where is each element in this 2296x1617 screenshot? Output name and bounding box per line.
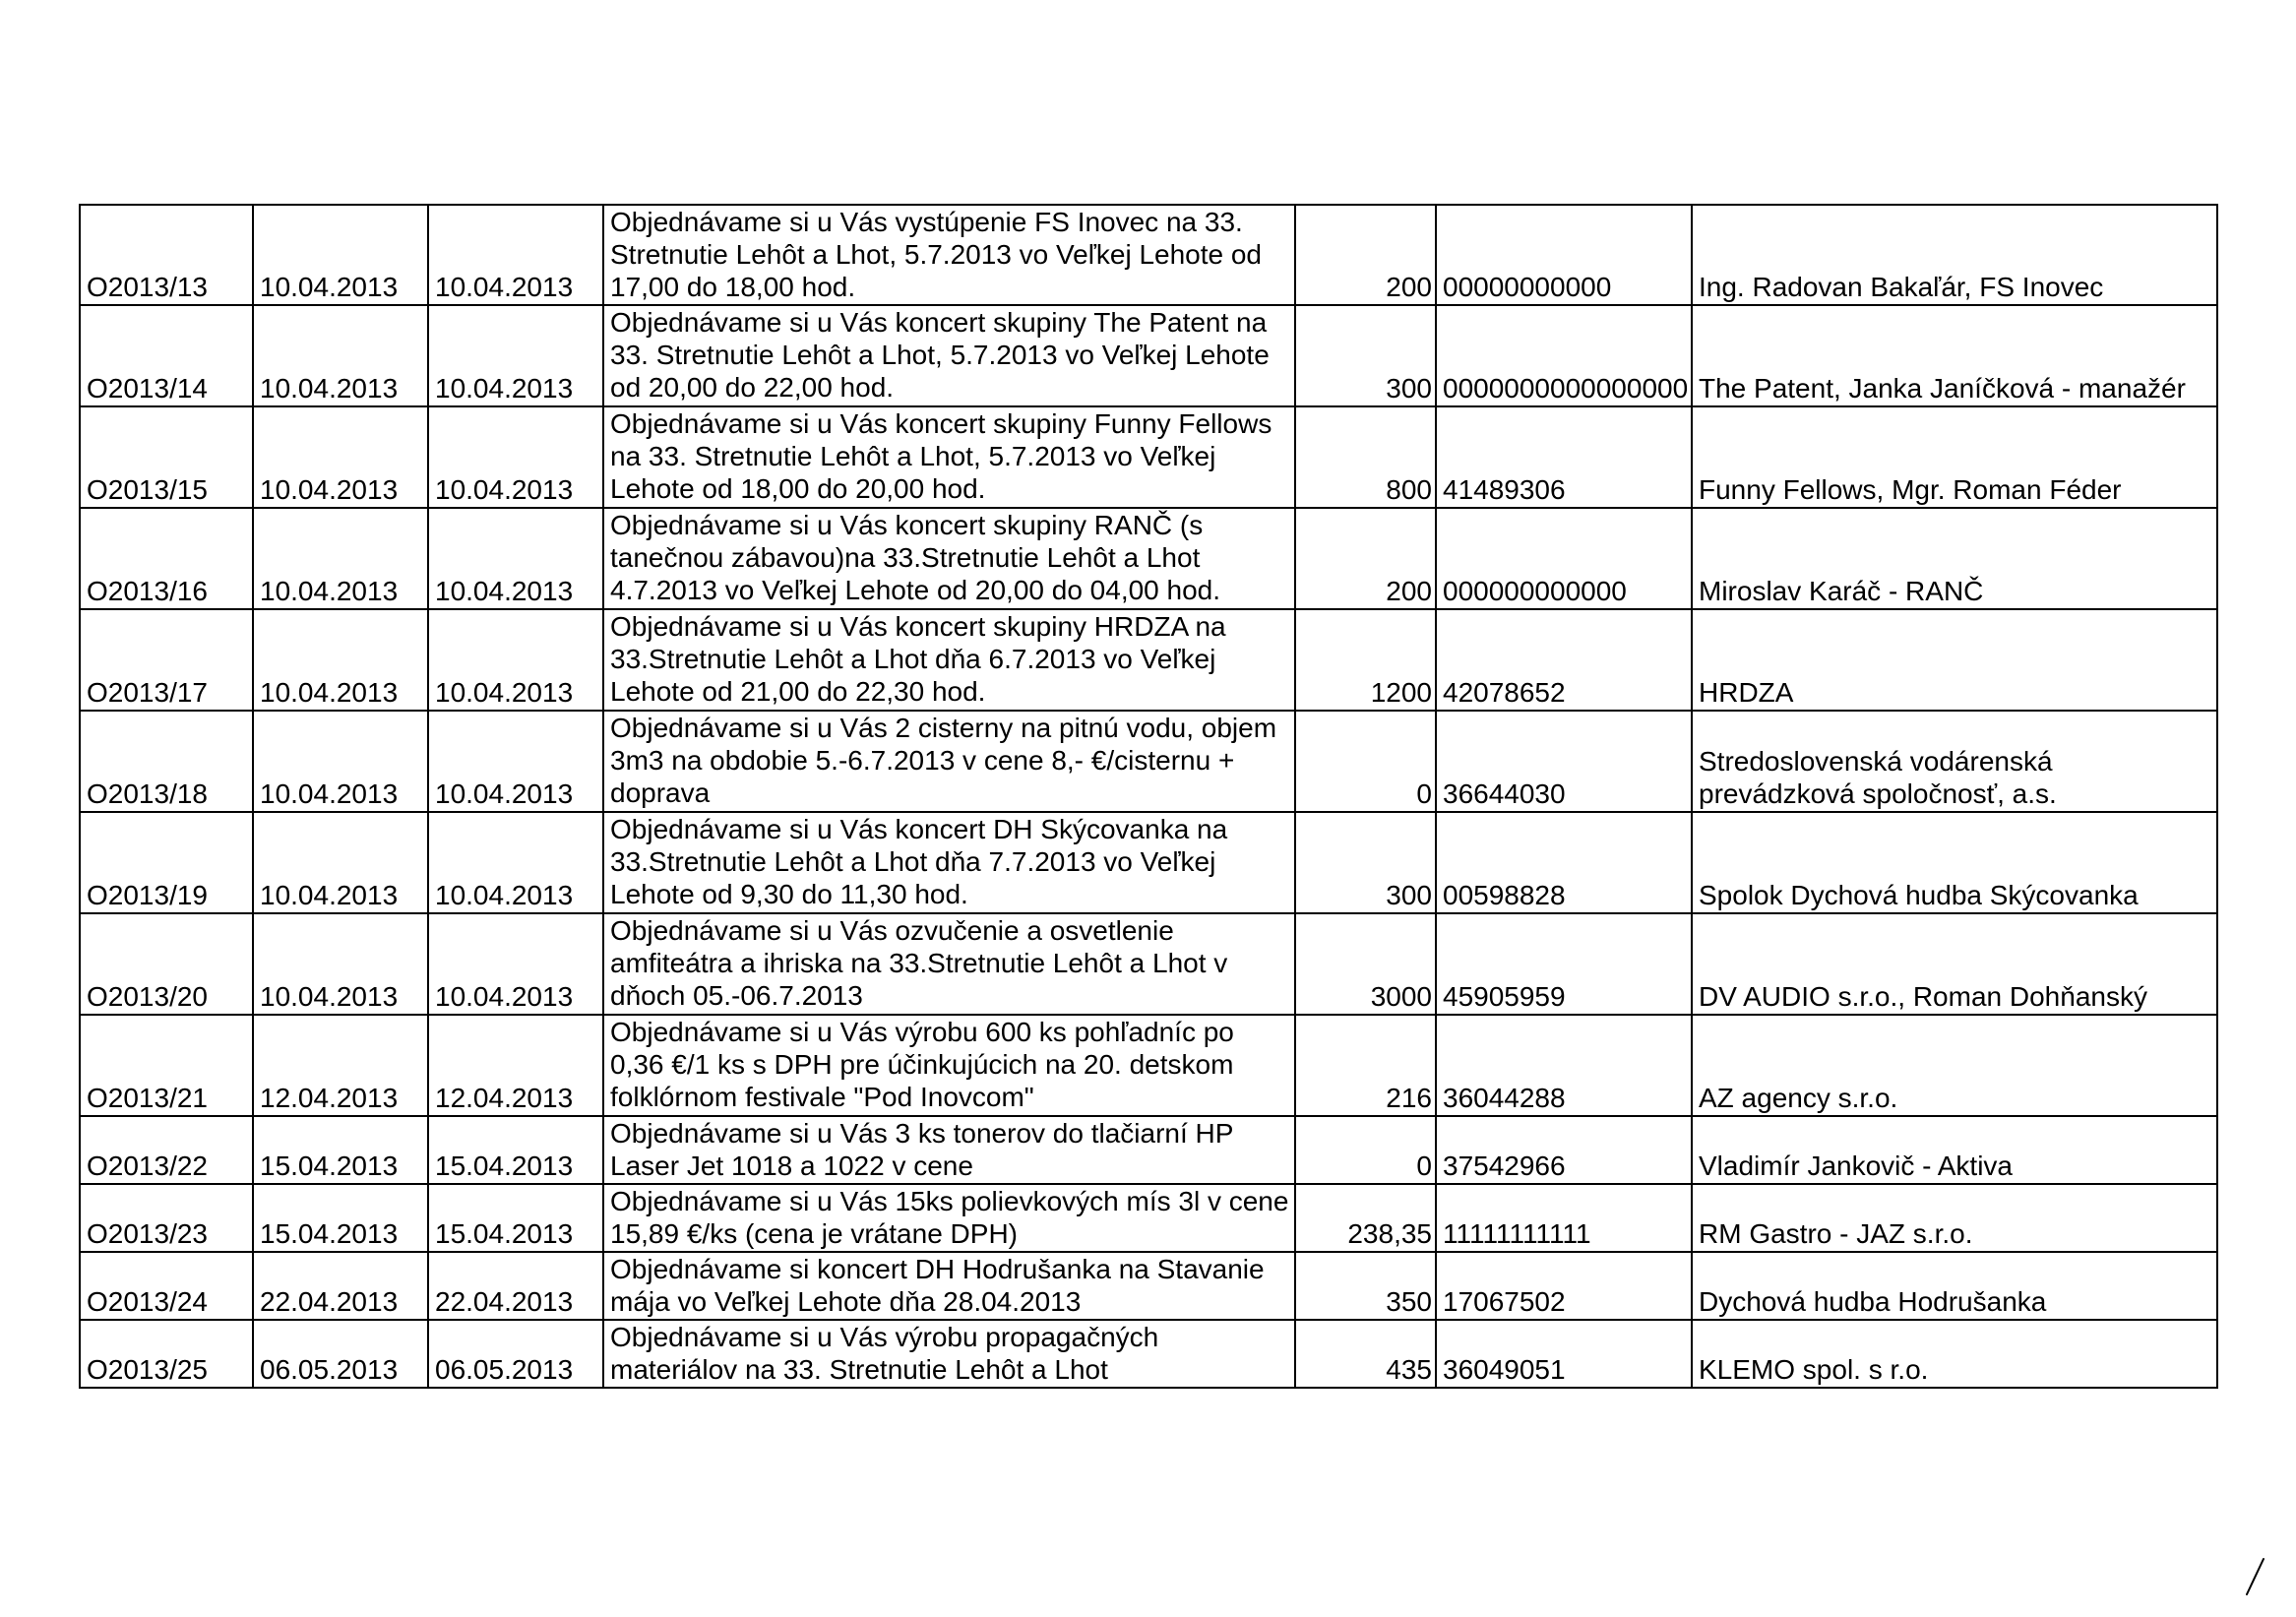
order-amount: 300 — [1295, 812, 1436, 913]
order-date: 15.04.2013 — [253, 1116, 428, 1184]
table-row — [80, 1116, 2217, 1184]
supplier-name: Spolok Dychová hudba Skýcovanka — [1692, 812, 2217, 913]
order-description: Objednávame si u Vás koncert DH Skýcovanka na 33.Stretnutie Lehôt a Lhot dňa 7.7.2013 vo Veľkej Lehote od 9,30 do 11,30 hod. — [603, 812, 1295, 913]
order-number: O2013/18 — [80, 711, 253, 812]
order-amount: 0 — [1295, 711, 1436, 812]
order-description: Objednávame si u Vás koncert skupiny RANČ (s tanečnou zábavou)na 33.Stretnutie Lehôt a Lhot 4.7.2013 vo Veľkej Lehote od 20,00 do 04,00 hod. — [603, 508, 1295, 609]
order-amount: 200 — [1295, 205, 1436, 305]
order-number: O2013/17 — [80, 609, 253, 711]
order-number: O2013/20 — [80, 913, 253, 1015]
supplier-name: Dychová hudba Hodrušanka — [1692, 1252, 2217, 1320]
order-amount: 216 — [1295, 1015, 1436, 1116]
supplier-ico: 000000000000 — [1436, 508, 1692, 609]
order-number: O2013/16 — [80, 508, 253, 609]
order-description: Objednávame si koncert DH Hodrušanka na Stavanie mája vo Veľkej Lehote dňa 28.04.2013 — [603, 1252, 1295, 1320]
delivery-date: 10.04.2013 — [428, 609, 603, 711]
order-description: Objednávame si u Vás ozvučenie a osvetlenie amfiteátra a ihriska na 33.Stretnutie Lehôt a Lhot v dňoch 05.-06.7.2013 — [603, 913, 1295, 1015]
order-number: O2013/14 — [80, 305, 253, 406]
supplier-ico: 41489306 — [1436, 406, 1692, 508]
order-amount: 238,35 — [1295, 1184, 1436, 1252]
supplier-name: AZ agency s.r.o. — [1692, 1015, 2217, 1116]
order-date: 06.05.2013 — [253, 1320, 428, 1388]
orders-table — [79, 204, 2218, 1389]
order-date: 10.04.2013 — [253, 711, 428, 812]
order-date: 10.04.2013 — [253, 609, 428, 711]
order-number: O2013/13 — [80, 205, 253, 305]
table-row — [80, 508, 2217, 609]
supplier-name: Funny Fellows, Mgr. Roman Féder — [1692, 406, 2217, 508]
table-row — [80, 1015, 2217, 1116]
table-row — [80, 1252, 2217, 1320]
order-date: 22.04.2013 — [253, 1252, 428, 1320]
order-date: 10.04.2013 — [253, 508, 428, 609]
supplier-ico: 0000000000000000 — [1436, 305, 1692, 406]
delivery-date: 10.04.2013 — [428, 711, 603, 812]
delivery-date: 22.04.2013 — [428, 1252, 603, 1320]
delivery-date: 06.05.2013 — [428, 1320, 603, 1388]
delivery-date: 10.04.2013 — [428, 913, 603, 1015]
order-description: Objednávame si u Vás koncert skupiny Funny Fellows na 33. Stretnutie Lehôt a Lhot, 5.7.2013 vo Veľkej Lehote od 18,00 do 20,00 hod. — [603, 406, 1295, 508]
order-number: O2013/24 — [80, 1252, 253, 1320]
order-description: Objednávame si u Vás výrobu 600 ks pohľadníc po 0,36 €/1 ks s DPH pre účinkujúcich na 20. detskom folklórnom festivale "Pod Inovcom" — [603, 1015, 1295, 1116]
order-amount: 800 — [1295, 406, 1436, 508]
order-amount: 0 — [1295, 1116, 1436, 1184]
delivery-date: 10.04.2013 — [428, 205, 603, 305]
table-row — [80, 812, 2217, 913]
order-amount: 3000 — [1295, 913, 1436, 1015]
order-date: 10.04.2013 — [253, 812, 428, 913]
order-amount: 200 — [1295, 508, 1436, 609]
supplier-ico: 37542966 — [1436, 1116, 1692, 1184]
delivery-date: 10.04.2013 — [428, 508, 603, 609]
order-description: Objednávame si u Vás koncert skupiny HRDZA na 33.Stretnutie Lehôt a Lhot dňa 6.7.2013 vo Veľkej Lehote od 21,00 do 22,30 hod. — [603, 609, 1295, 711]
order-number: O2013/19 — [80, 812, 253, 913]
supplier-ico: 11111111111 — [1436, 1184, 1692, 1252]
supplier-name: DV AUDIO s.r.o., Roman Dohňanský — [1692, 913, 2217, 1015]
order-date: 10.04.2013 — [253, 406, 428, 508]
order-amount: 1200 — [1295, 609, 1436, 711]
table-row — [80, 711, 2217, 812]
order-amount: 350 — [1295, 1252, 1436, 1320]
delivery-date: 15.04.2013 — [428, 1184, 603, 1252]
order-number: O2013/25 — [80, 1320, 253, 1388]
orders-table-body — [80, 205, 2217, 1388]
supplier-ico: 36644030 — [1436, 711, 1692, 812]
order-description: Objednávame si u Vás koncert skupiny The Patent na 33. Stretnutie Lehôt a Lhot, 5.7.2013 vo Veľkej Lehote od 20,00 do 22,00 hod. — [603, 305, 1295, 406]
table-row — [80, 1184, 2217, 1252]
order-description: Objednávame si u Vás 15ks polievkových mís 3l v cene 15,89 €/ks (cena je vrátane DPH) — [603, 1184, 1295, 1252]
order-date: 15.04.2013 — [253, 1184, 428, 1252]
supplier-name: Stredoslovenská vodárenská prevádzková spoločnosť, a.s. — [1692, 711, 2217, 812]
order-date: 10.04.2013 — [253, 205, 428, 305]
table-row — [80, 205, 2217, 305]
order-amount: 300 — [1295, 305, 1436, 406]
supplier-ico: 36049051 — [1436, 1320, 1692, 1388]
delivery-date: 10.04.2013 — [428, 406, 603, 508]
table-row — [80, 305, 2217, 406]
supplier-ico: 00000000000 — [1436, 205, 1692, 305]
supplier-ico: 45905959 — [1436, 913, 1692, 1015]
supplier-name: RM Gastro - JAZ s.r.o. — [1692, 1184, 2217, 1252]
supplier-name: The Patent, Janka Janíčková - manažér — [1692, 305, 2217, 406]
table-row — [80, 406, 2217, 508]
order-date: 10.04.2013 — [253, 305, 428, 406]
order-description: Objednávame si u Vás 2 cisterny na pitnú vodu, objem 3m3 na obdobie 5.-6.7.2013 v cene 8,- €/cisternu + doprava — [603, 711, 1295, 812]
supplier-name: HRDZA — [1692, 609, 2217, 711]
delivery-date: 10.04.2013 — [428, 812, 603, 913]
supplier-name: Vladimír Jankovič - Aktiva — [1692, 1116, 2217, 1184]
supplier-ico: 42078652 — [1436, 609, 1692, 711]
supplier-name: KLEMO spol. s r.o. — [1692, 1320, 2217, 1388]
order-number: O2013/22 — [80, 1116, 253, 1184]
delivery-date: 15.04.2013 — [428, 1116, 603, 1184]
supplier-name: Miroslav Karáč - RANČ — [1692, 508, 2217, 609]
order-description: Objednávame si u Vás vystúpenie FS Inovec na 33. Stretnutie Lehôt a Lhot, 5.7.2013 vo Veľkej Lehote od 17,00 do 18,00 hod. — [603, 205, 1295, 305]
order-amount: 435 — [1295, 1320, 1436, 1388]
delivery-date: 12.04.2013 — [428, 1015, 603, 1116]
delivery-date: 10.04.2013 — [428, 305, 603, 406]
order-date: 10.04.2013 — [253, 913, 428, 1015]
table-row — [80, 609, 2217, 711]
order-date: 12.04.2013 — [253, 1015, 428, 1116]
pen-stroke-mark — [2244, 1557, 2265, 1596]
supplier-ico: 00598828 — [1436, 812, 1692, 913]
order-description: Objednávame si u Vás 3 ks tonerov do tlačiarní HP Laser Jet 1018 a 1022 v cene — [603, 1116, 1295, 1184]
order-number: O2013/21 — [80, 1015, 253, 1116]
order-number: O2013/23 — [80, 1184, 253, 1252]
supplier-ico: 36044288 — [1436, 1015, 1692, 1116]
order-number: O2013/15 — [80, 406, 253, 508]
order-description: Objednávame si u Vás výrobu propagačných materiálov na 33. Stretnutie Lehôt a Lhot — [603, 1320, 1295, 1388]
supplier-name: Ing. Radovan Bakaľár, FS Inovec — [1692, 205, 2217, 305]
supplier-ico: 17067502 — [1436, 1252, 1692, 1320]
table-row — [80, 913, 2217, 1015]
table-row — [80, 1320, 2217, 1388]
